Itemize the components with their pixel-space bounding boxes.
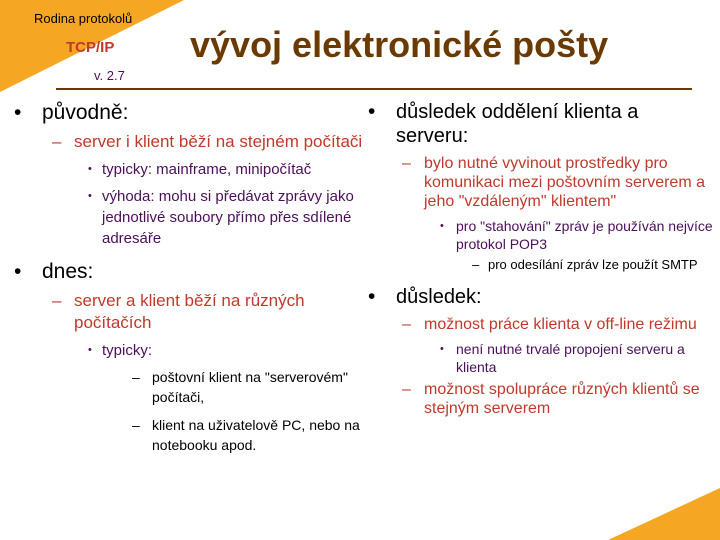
bullet-dash-icon: – (402, 316, 411, 333)
list-item (368, 100, 714, 148)
list-item-text: bylo nutné vyvinout prostředky pro komunikaci mezi poštovním serverem a jeho "vzdáleným" klientem" (424, 155, 705, 210)
list-item (368, 154, 714, 211)
bullet-dot-icon: • (88, 344, 92, 356)
list-item (368, 257, 714, 273)
list-item (14, 367, 364, 407)
list-item (14, 259, 364, 284)
right-column (368, 100, 714, 424)
bullet-dash-icon: – (402, 381, 411, 398)
list-item (368, 380, 714, 418)
bullet-dot-icon: • (440, 343, 444, 355)
list-item-text: důsledek: (396, 286, 482, 308)
brand-block (6, 6, 132, 92)
brand-line-1: Rodina protokolů (34, 11, 133, 26)
list-item (368, 340, 714, 376)
list-item-text: typicky: mainframe, minipočítač (102, 161, 312, 178)
list-item-text: klient na uživatelově PC, nebo na notebooku apod. (152, 417, 360, 453)
bullet-dash-icon: – (132, 417, 140, 433)
bullet-dot-icon: • (368, 100, 376, 123)
list-item-text: výhoda: mohu si předávat zprávy jako jednotlivé soubory přímo přes sdílené adresáře (102, 188, 354, 247)
bullet-dot-icon: • (88, 163, 92, 175)
list-item-text: pro odesílání zpráv lze použít SMTP (488, 257, 698, 272)
list-item-text: poštovní klient na "serverovém" počítači, (152, 369, 348, 405)
list-item-text: pro "stahování" zpráv je používán nejvíce protokol POP3 (456, 218, 713, 252)
left-column (14, 100, 364, 463)
list-item (14, 290, 364, 334)
list-item-text: server i klient běží na stejném počítači (74, 132, 363, 151)
list-item-text: možnost práce klienta v off-line režimu (424, 316, 697, 333)
brand-line-3: v. 2.7 (94, 68, 125, 83)
bullet-dot-icon: • (14, 101, 22, 124)
page-title: vývoj elektronické pošty (190, 24, 609, 65)
bullet-dot-icon: • (440, 220, 444, 232)
list-item (14, 131, 364, 153)
bullet-dash-icon: – (52, 132, 62, 151)
list-item (14, 100, 364, 125)
bullet-dash-icon: – (402, 155, 411, 172)
list-item-text: dnes: (42, 260, 94, 283)
bullet-dot-icon: • (88, 190, 92, 202)
list-item (14, 415, 364, 455)
bullet-dash-icon: – (52, 291, 62, 310)
list-item (14, 340, 364, 361)
list-item-text: možnost spolupráce různých klientů se stejným serverem (424, 381, 700, 417)
brand-line-2: TCP/IP (66, 39, 115, 56)
list-item-text: důsledek oddělení klienta a serveru: (396, 101, 639, 147)
title-divider (56, 88, 692, 90)
bullet-dot-icon: • (14, 260, 22, 283)
bullet-dash-icon: – (132, 369, 140, 385)
bullet-dot-icon: • (368, 285, 376, 308)
bullet-dash-icon: – (472, 257, 480, 272)
list-item (368, 315, 714, 334)
list-item-text: server a klient běží na různých počítačích (74, 291, 305, 332)
list-item-text: typicky: (102, 342, 153, 359)
list-item (368, 217, 714, 253)
corner-decoration-bottom-right (608, 488, 720, 540)
list-item-text: původně: (42, 101, 129, 124)
list-item-text: není nutné trvalé propojení serveru a klienta (456, 341, 685, 375)
list-item (14, 159, 364, 180)
list-item (14, 186, 364, 249)
list-item (368, 285, 714, 309)
